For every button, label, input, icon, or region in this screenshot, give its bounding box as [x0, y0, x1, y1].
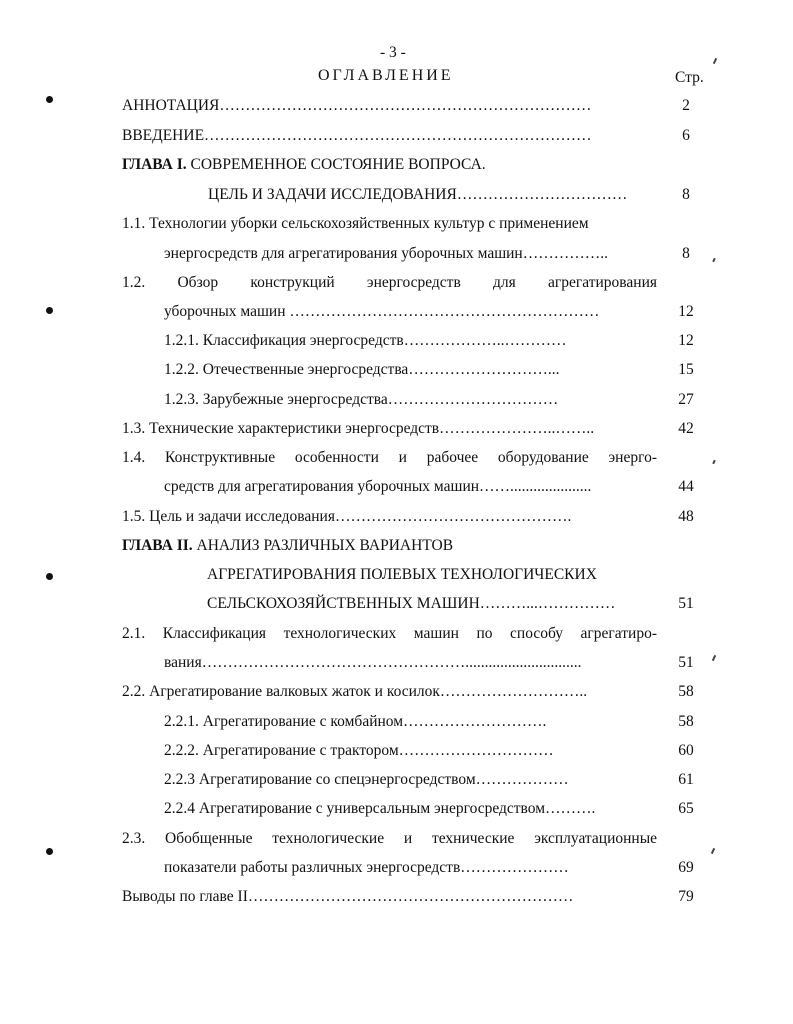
toc-page: 60 — [678, 742, 694, 759]
toc-entry-1-1-cont: энергосредств для агрегатирования уборочных машин…………….. — [164, 245, 608, 262]
toc-entry-2-2-3: 2.2.3 Агрегатирование со спецэнергосредством……………… — [164, 771, 569, 788]
scan-mark — [712, 258, 716, 262]
toc-page: 6 — [682, 127, 690, 144]
chapter-title: СОВРЕМЕННОЕ СОСТОЯНИЕ ВОПРОСА. — [186, 156, 486, 173]
toc-entry-2-3-cont: показатели работы различных энергосредств………………… — [164, 859, 569, 876]
toc-entry-1-2-1: 1.2.1. Классификация энергосредств………………..………… — [164, 332, 567, 349]
page-column-header: Стр. — [675, 69, 704, 86]
toc-chapter-2-heading — [122, 537, 453, 555]
margin-dot — [46, 573, 53, 580]
toc-page: 27 — [678, 391, 694, 408]
toc-entry-2-2-1: 2.2.1. Агрегатирование с комбайном………………………. — [164, 713, 547, 730]
chapter-label: ГЛАВА I. — [122, 156, 187, 173]
toc-entry-2-2: 2.2. Агрегатирование валковых жаток и косилок……………………….. — [122, 683, 588, 700]
toc-entry-2-1: 2.1. Классификация технологических машин по способу агрегатиро- — [122, 625, 657, 642]
toc-page: 69 — [678, 859, 694, 876]
margin-dot — [46, 96, 53, 103]
toc-page: 51 — [678, 654, 694, 671]
toc-page: 48 — [678, 508, 694, 525]
toc-page: 12 — [678, 303, 694, 320]
margin-dot — [46, 848, 53, 855]
toc-page: 8 — [682, 245, 690, 262]
toc-page: 8 — [682, 186, 690, 203]
toc-page: 2 — [682, 97, 690, 114]
scan-mark — [712, 655, 716, 661]
toc-entry-1-2-3: 1.2.3. Зарубежные энергосредства…………………………… — [164, 391, 559, 408]
toc-entry-annotation: АННОТАЦИЯ……………………………………………………………… — [122, 97, 592, 114]
toc-page: 15 — [678, 361, 694, 378]
scan-mark — [713, 58, 717, 64]
toc-page: 12 — [678, 332, 694, 349]
toc-entry-2-2-2: 2.2.2. Агрегатирование с трактором………………………… — [164, 742, 554, 759]
toc-entry-1-4: 1.4. Конструктивные особенности и рабочее оборудование энерго- — [122, 449, 657, 466]
toc-entry-introduction: ВВЕДЕНИЕ………………………………………………………………… — [122, 127, 592, 144]
toc-page: 79 — [678, 888, 694, 905]
toc-entry-1-2-cont: уборочных машин …………………………………………………… — [164, 303, 600, 320]
toc-entry-1-4-cont: средств для агрегатирования уборочных машин……..................... — [164, 478, 592, 495]
scan-mark — [711, 848, 715, 854]
toc-chapter-2-subtitle-1: АГРЕГАТИРОВАНИЯ ПОЛЕВЫХ ТЕХНОЛОГИЧЕСКИХ — [207, 566, 597, 583]
toc-entry-1-5: 1.5. Цель и задачи исследования………………………………………. — [122, 508, 572, 525]
toc-entry-1-2-2: 1.2.2. Отечественные энергосредства………………………... — [164, 361, 560, 378]
toc-page: 42 — [678, 420, 694, 437]
scan-mark — [712, 460, 716, 464]
toc-entry-1-3: 1.3. Технические характеристики энергосредств…………………..…….. — [122, 420, 595, 437]
toc-title: ОГЛАВЛЕНИЕ — [318, 67, 454, 84]
toc-page: 61 — [678, 771, 694, 788]
page-number: - 3 - — [380, 44, 406, 61]
toc-entry-2-3: 2.3. Обобщенные технологические и технические эксплуатационные — [122, 830, 657, 847]
toc-page: 58 — [678, 713, 694, 730]
toc-page: 51 — [678, 595, 694, 612]
toc-entry-2-1-cont: вания…………………………………………….............................. — [164, 654, 582, 671]
margin-dot — [46, 307, 53, 314]
toc-chapter-1-subtitle: ЦЕЛЬ И ЗАДАЧИ ИССЛЕДОВАНИЯ…………………………… — [208, 186, 628, 203]
toc-page: 65 — [678, 800, 694, 817]
toc-entry-2-2-4: 2.2.4 Агрегатирование с универсальным энергосредством………. — [164, 800, 596, 817]
chapter-label: ГЛАВА II. — [122, 537, 193, 554]
toc-chapter-1-heading — [122, 156, 486, 174]
toc-page: 58 — [678, 683, 694, 700]
chapter-title: АНАЛИЗ РАЗЛИЧНЫХ ВАРИАНТОВ — [192, 537, 454, 554]
toc-entry-1-2: 1.2. Обзор конструкций энергосредств для агрегатирования — [122, 274, 657, 291]
toc-entry-1-1: 1.1. Технологии уборки сельскохозяйственных культур с применением — [122, 215, 589, 232]
toc-page: 44 — [678, 478, 694, 495]
toc-entry-conclusions: Выводы по главе II……………………………………………………… — [122, 888, 574, 905]
toc-chapter-2-subtitle-2: СЕЛЬСКОХОЗЯЙСТВЕННЫХ МАШИН………...…………… — [207, 595, 616, 612]
